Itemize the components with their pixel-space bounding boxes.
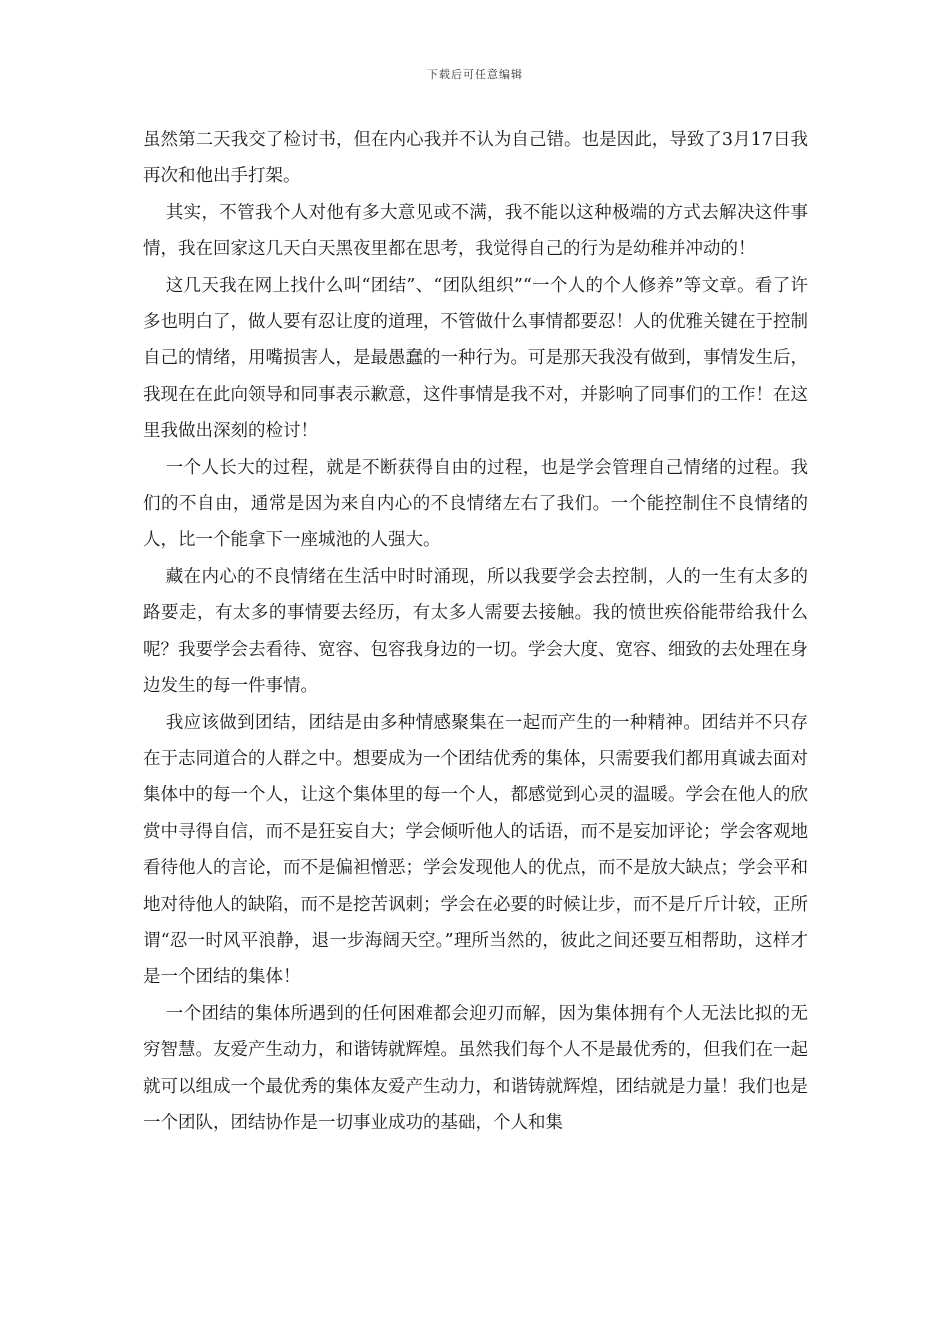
paragraph-3: 这几天我在网上找什么叫“团结”、“团队组织”“一个人的个人修养”等文章。看了许多也明白了，做人要有忍让度的道理，不管做什么事情都要忍！人的优雅关键在于控制自己的情绪，用嘴损害人，是最愚蠢的一种行为。可是那天我没有做到，事情发生后，我现在在此向领导和同事表示歉意，这件事情是我不对，并影响了同事们的工作！在这里我做出深刻的检讨！ [143,275,808,442]
paragraph-1: 虽然第二天我交了检讨书，但在内心我并不认为自己错。也是因此，导致了3月17日我再次和他出手打架。 [143,130,808,187]
paragraph-7: 一个团结的集体所遇到的任何困难都会迎刃而解，因为集体拥有个人无法比拟的无穷智慧。友爱产生动力，和谐铸就辉煌。虽然我们每个人不是最优秀的，但我们在一起就可以组成一个最优秀的集体友爱产生动力，和谐铸就辉煌，团结就是力量！我们也是一个团队，团结协作是一切事业成功的基础，个人和集 [143,1003,808,1133]
paragraph-5: 藏在内心的不良情绪在生活中时时涌现，所以我要学会去控制，人的一生有太多的路要走，有太多的事情要去经历，有太多人需要去接触。我的愤世疾俗能带给我什么呢？我要学会去看待、宽容、包容我身边的一切。学会大度、宽容、细致的去处理在身边发生的每一件事情。 [143,566,808,697]
paragraph-4: 一个人长大的过程，就是不断获得自由的过程，也是学会管理自己情绪的过程。我们的不自由，通常是因为来自内心的不良情绪左右了我们。一个能控制住不良情绪的人，比一个能拿下一座城池的人强大。 [143,457,808,551]
document-body [143,122,808,1141]
paragraph-6: 我应该做到团结，团结是由多种情感聚集在一起而产生的一种精神。团结并不只存在于志同道合的人群之中。想要成为一个团结优秀的集体，只需要我们都用真诚去面对集体中的每一个人，让这个集体里的每一个人，都感觉到心灵的温暖。学会在他人的欣赏中寻得自信，而不是狂妄自大；学会倾听他人的话语，而不是妄加评论；学会客观地看待他人的言论，而不是偏袒憎恶；学会发现他人的优点，而不是放大缺点；学会平和地对待他人的缺陷，而不是挖苦讽刺；学会在必要的时候让步，而不是斤斤计较，正所谓“忍一时风平浪静，退一步海阔天空。”理所当然的，彼此之间还要互相帮助，这样才是一个团结的集体！ [143,712,808,988]
paragraph-2: 其实，不管我个人对他有多大意见或不满，我不能以这种极端的方式去解决这件事情，我在回家这几天白天黑夜里都在思考，我觉得自己的行为是幼稚并冲动的！ [143,202,808,260]
page-header: 下载后可任意编辑 [427,68,523,81]
